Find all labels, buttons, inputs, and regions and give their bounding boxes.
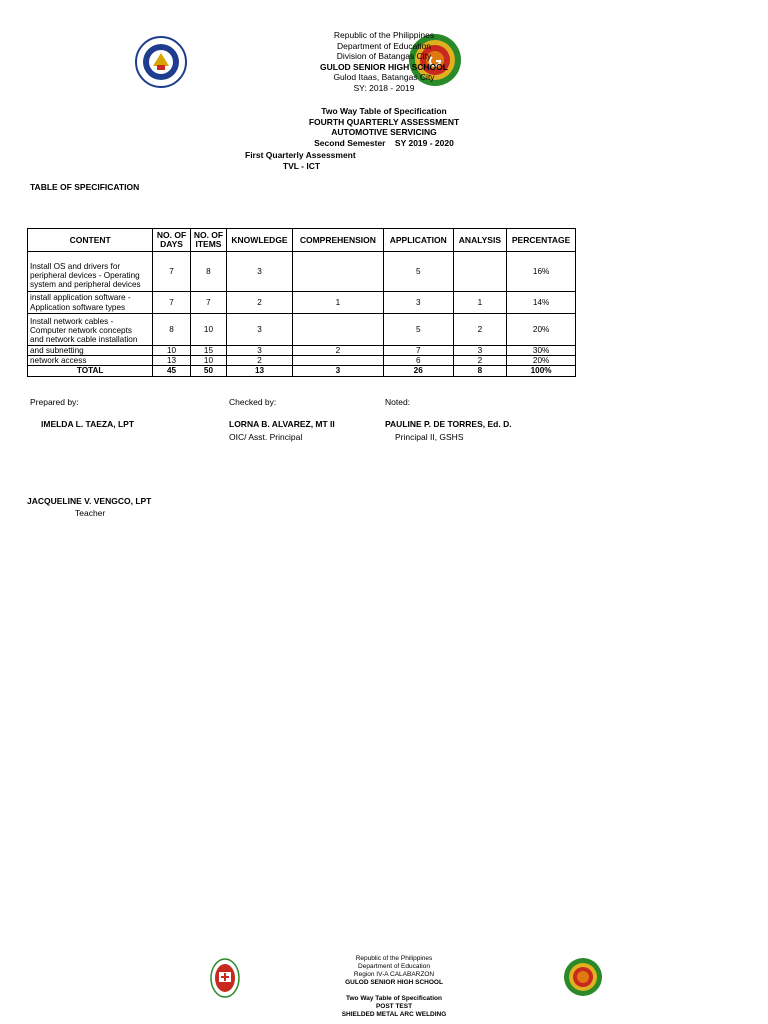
cell-content: network access <box>28 356 153 366</box>
header-school-year: SY: 2018 - 2019 <box>353 82 415 93</box>
cell-comprehension <box>292 314 383 346</box>
cell-days: 10 <box>153 346 190 356</box>
cell-application: 3 <box>383 292 453 314</box>
cell-content: Install network cables - Computer network concepts and network cable installation <box>28 314 153 346</box>
cell-days: 7 <box>153 292 190 314</box>
table-row <box>28 346 576 356</box>
cell-percentage: 20% <box>507 314 576 346</box>
cell-analysis: 1 <box>453 292 507 314</box>
title-quarter: First Quarterly Assessment <box>245 150 356 160</box>
col-header-content: CONTENT <box>28 229 153 252</box>
cell-total-label: TOTAL <box>28 366 153 377</box>
cell-total-knowledge: 13 <box>227 366 293 377</box>
cell-days: 8 <box>153 314 190 346</box>
cell-analysis <box>453 252 507 292</box>
table-row <box>28 314 576 346</box>
title-assessment: FOURTH QUARTERLY ASSESSMENT <box>308 116 460 127</box>
title-strand: TVL - ICT <box>282 161 321 171</box>
cell-comprehension <box>292 356 383 366</box>
cell-analysis: 2 <box>453 314 507 346</box>
title-tos: Two Way Table of Specification <box>321 106 447 116</box>
header-department: Department of Education <box>336 40 432 51</box>
col-header-percentage: PERCENTAGE <box>507 229 576 252</box>
cell-total-days: 45 <box>153 366 190 377</box>
header-school-name: GULOD SENIOR HIGH SCHOOL <box>320 61 448 72</box>
header-division: Division of Batangas City <box>336 51 432 61</box>
cell-total-items: 50 <box>190 366 226 377</box>
table-row <box>28 292 576 314</box>
noted-name: PAULINE P. DE TORRES, Ed. D. <box>385 419 512 429</box>
prepared-by-name: IMELDA L. TAEZA, LPT <box>41 419 135 429</box>
table-header-row <box>28 229 576 252</box>
cell-application: 5 <box>383 252 453 292</box>
cell-items: 15 <box>190 346 226 356</box>
cell-percentage: 16% <box>507 252 576 292</box>
cell-analysis: 2 <box>453 356 507 366</box>
header-address: Gulod Itaas, Batangas City <box>333 72 435 82</box>
page2-title-subject: SHIELDED METAL ARC WELDING <box>341 1011 447 1018</box>
cell-comprehension: 2 <box>292 346 383 356</box>
cell-knowledge: 2 <box>227 356 293 366</box>
teacher-name: JACQUELINE V. VENGCO, LPT <box>27 496 152 506</box>
prepared-by-label: Prepared by: <box>30 397 79 407</box>
cell-total-analysis: 8 <box>453 366 507 377</box>
specification-table <box>27 228 576 377</box>
cell-knowledge: 3 <box>227 314 293 346</box>
cell-percentage: 30% <box>507 346 576 356</box>
page2-republic: Republic of the Philippines <box>355 955 433 962</box>
col-header-days: NO. OF DAYS <box>153 229 190 252</box>
cell-days: 7 <box>153 252 190 292</box>
title-subject: AUTOMOTIVE SERVICING <box>331 127 437 137</box>
page2-title-test: POST TEST <box>375 1003 413 1010</box>
cell-items: 10 <box>190 356 226 366</box>
cell-items: 7 <box>190 292 226 314</box>
cell-comprehension <box>292 252 383 292</box>
cell-items: 10 <box>190 314 226 346</box>
cell-comprehension: 1 <box>292 292 383 314</box>
cell-items: 8 <box>190 252 226 292</box>
col-header-analysis: ANALYSIS <box>453 229 507 252</box>
cell-content: install application software - Application software types <box>28 292 153 314</box>
page2-title-tos: Two Way Table of Specification <box>346 995 442 1002</box>
cell-content: Install OS and drivers for peripheral devices - Operating system and peripheral devices <box>28 252 153 292</box>
cell-knowledge: 3 <box>227 252 293 292</box>
title-semester: Second Semester SY 2019 - 2020 <box>314 137 454 148</box>
cell-analysis: 3 <box>453 346 507 356</box>
cell-knowledge: 3 <box>227 346 293 356</box>
checked-by-name: LORNA B. ALVAREZ, MT II <box>229 419 335 429</box>
section-label: TABLE OF SPECIFICATION <box>30 182 140 192</box>
col-header-application: APPLICATION <box>383 229 453 252</box>
col-header-knowledge: KNOWLEDGE <box>227 229 293 252</box>
table-total-row <box>28 366 576 377</box>
cell-application: 6 <box>383 356 453 366</box>
cell-percentage: 14% <box>507 292 576 314</box>
col-header-items: NO. OF ITEMS <box>190 229 226 252</box>
page2-region: Region IV-A CALABARZON <box>353 971 435 978</box>
cell-application: 5 <box>383 314 453 346</box>
cell-percentage: 20% <box>507 356 576 366</box>
cell-total-application: 26 <box>383 366 453 377</box>
cell-total-comprehension: 3 <box>292 366 383 377</box>
teacher-title: Teacher <box>75 508 106 518</box>
cell-total-percentage: 100% <box>507 366 576 377</box>
cell-application: 7 <box>383 346 453 356</box>
table-row <box>28 356 576 366</box>
page2-department: Department of Education <box>358 963 430 970</box>
noted-label: Noted: <box>385 397 411 407</box>
header-republic: Republic of the Philippines <box>333 30 435 40</box>
page2-school-name: GULOD SENIOR HIGH SCHOOL <box>345 979 443 986</box>
noted-title: Principal II, GSHS <box>395 432 464 442</box>
title-block <box>0 106 768 148</box>
header-block <box>0 30 768 93</box>
checked-by-title: OIC/ Asst. Principal <box>229 432 303 442</box>
checked-by-label: Checked by: <box>229 397 277 407</box>
col-header-comprehension: COMPREHENSION <box>292 229 383 252</box>
cell-content: and subnetting <box>28 346 153 356</box>
table-row <box>28 252 576 292</box>
page2-header <box>10 955 768 1019</box>
cell-knowledge: 2 <box>227 292 293 314</box>
cell-days: 13 <box>153 356 190 366</box>
